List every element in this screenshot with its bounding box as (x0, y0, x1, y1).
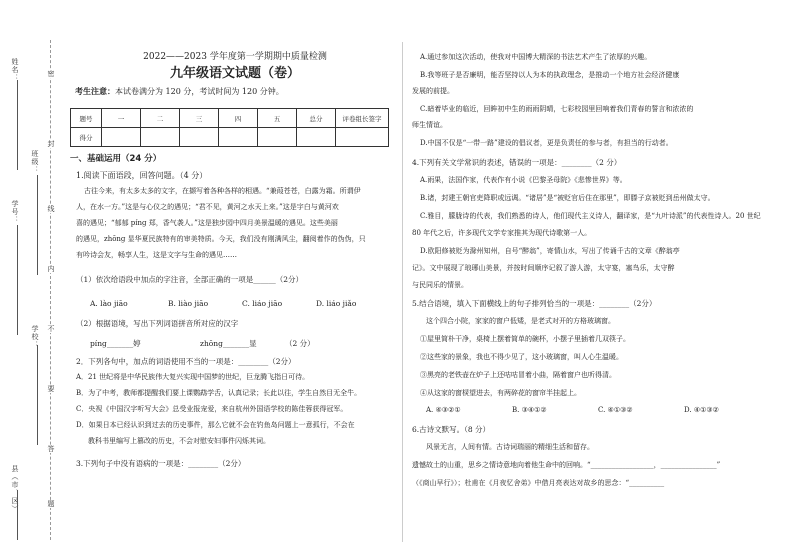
question-1-intro: 1.阅读下面语段，回答问题。（4 分） (76, 171, 208, 180)
option-b[interactable]: B. liào jiāo (168, 299, 209, 308)
school-field[interactable] (37, 345, 38, 445)
question-2-stem: 2．下列各句中，加点的词语使用不当的一项是：________（2分） (76, 357, 296, 366)
option-b-continued: 发展的前提。 (412, 87, 454, 95)
question-4-stem: 4.下列有关文学常识的表述，错误的一项是：________（2 分） (412, 158, 622, 167)
section-heading: 一、基础运用（24 分） (70, 154, 162, 164)
class-field[interactable] (37, 175, 38, 275)
option-d-continued: 教科书里编写上篡改的历史，不会对慰安妇事件闪烁其词。 (88, 437, 270, 445)
option-a[interactable]: A.通过参加这次活动，使我对中国博大精深的书法艺术产生了浓厚的兴趣。 (420, 53, 652, 61)
passage-line: 喜的遇见；“郁郁 pínɡ 郑，香气袭人。”这是独步园中四月美景温暖的遇见。这些美丽 (76, 219, 338, 227)
score-input-cell[interactable] (297, 128, 336, 147)
seal-mark: 答 (47, 445, 55, 453)
option-d[interactable]: D．如果日本已经认识到过去的历史事件，那么它就不会在钓鱼岛问题上一意孤行，不会在 (76, 421, 355, 429)
seal-mark: 线 (47, 205, 55, 213)
option-d[interactable]: D.欧阳修被贬为滁州知州，自号“醉翁”，寄情山水，写出了传诵千古的文章《醉翁亭 (420, 247, 680, 255)
option-d[interactable]: D. liáo jiǎo (316, 299, 357, 308)
option-c-continued: 师生情谊。 (412, 121, 447, 129)
seal-mark: 封 (47, 140, 55, 148)
seal-mark: 不 (47, 325, 55, 333)
seal-mark: 题 (47, 500, 55, 508)
seal-mark: 要 (47, 385, 55, 393)
passage-line: 的遇见，zhōnɡ 显华夏民族特有的审美特质。今天，我们没有刚满风尘，翻阅着作的伪伪，只 (76, 235, 366, 243)
option-a[interactable]: A．21 世纪将是中华民族伟大复兴实现中国梦的世纪，巨龙腾飞指日可待。 (76, 373, 310, 381)
table-cell: 得分 (71, 128, 102, 147)
table-row (71, 109, 389, 128)
question-5-lead: 这个四合小院，家家的窗户低矮，是老式对开的方格玻璃窗。 (426, 317, 615, 325)
table-cell: 四 (219, 109, 258, 128)
question-3-stem: 3.下列句子中没有语病的一项是：________（2分） (76, 459, 246, 468)
score-input-cell[interactable] (219, 128, 258, 147)
blank-2[interactable]: zhōnɡ_______显 (200, 339, 257, 348)
option-d[interactable]: D. ④①③② (684, 406, 719, 414)
score-input-cell[interactable] (141, 128, 180, 147)
table-cell: 评卷组长签字 (336, 109, 389, 128)
passage-line: 人，在水一方。”这是与心仪之的遇见；“君不见，黄河之水天上来。”这是宇白与黄河欢 (76, 203, 339, 211)
option-c[interactable]: C.雅目，朦胧诗的代表，我们熟悉的诗人，他们现代主义诗人，翻译家，是“九叶诗派”的代表性诗人。20 世纪 (420, 212, 761, 220)
option-c[interactable]: C. ④①③② (598, 406, 633, 414)
table-cell: 三 (180, 109, 219, 128)
points-note: （2 分） (285, 339, 315, 348)
blank-1[interactable]: pínɡ_______婷 (90, 339, 141, 348)
table-cell: 五 (258, 109, 297, 128)
exam-number-field[interactable] (17, 225, 18, 335)
option-a[interactable]: A.雨果，法国作家，代表作有小说《巴黎圣母院》《悲惨世界》等。 (420, 176, 627, 184)
table-cell: 题号 (71, 109, 102, 128)
exam-number-label: 学号： (11, 200, 19, 224)
county-field[interactable] (17, 490, 18, 540)
option-a[interactable]: A. ④③②① (426, 406, 461, 414)
seal-mark: 密 (47, 70, 55, 78)
passage-line: 古往今来，有太多太多的文字，在撷写着各种各样的相遇。“兼葭苍苍，白露为霜。所谓伊 (84, 187, 361, 195)
option-d-continued: 与民同乐的情景。 (412, 281, 468, 289)
score-input-cell[interactable] (102, 128, 141, 147)
paper-title: 九年级语文试题（卷） (169, 66, 300, 81)
option-b[interactable]: B. ③④①② (512, 406, 547, 414)
option-c[interactable]: C. liáo jiāo (242, 299, 283, 308)
option-d-continued: 记》。文中展现了琅琊山美景，并按时间顺序记叙了游人游，太守宴，塞鸟乐，太守醉 (412, 264, 675, 272)
score-input-cell[interactable] (336, 128, 389, 147)
question-1-sub2: （2）根据语境，写出下列词语拼音所对应的汉字 (76, 319, 239, 328)
table-cell: 二 (141, 109, 180, 128)
sentence-item: ③黑亮的老铁壶在炉子上还咕咕冒着小曲，隔着窗户也听得清。 (420, 371, 616, 379)
option-c-continued: 80 年代之后，许多现代文学专家推其为现代诗歌第一人。 (412, 229, 592, 237)
table-cell: 总分 (297, 109, 336, 128)
option-a[interactable]: A. lào jiāo (90, 299, 128, 308)
notice-text: 本试卷满分为 120 分，考试时间为 120 分钟。 (115, 87, 284, 96)
column-divider (402, 42, 403, 542)
score-input-cell[interactable] (180, 128, 219, 147)
question-6-text[interactable]: 遗憾故土的山重，思乡之情诗意地向着他生命中的回响。“__________________，________________” (412, 461, 721, 469)
option-c[interactable]: C.暗着毕业的临近，回眸初中生的雨雨阴晴，七彩校园里回响着我们青春的誓言和浓浓的 (420, 105, 694, 113)
exam-title: 2022——2023 学年度第一学期期中质量检测 (143, 52, 327, 62)
name-label: 姓名： (11, 58, 19, 82)
question-1-sub1: （1）依次给语段中加点的字注音，全部正确的一项是______（2分） (76, 275, 304, 284)
option-b[interactable]: B．为了中考，教师都提醒我们要上课鹦鹉学舌，认真记录；长此以往，学生自然目无全牛。 (76, 389, 362, 397)
seal-line (50, 40, 51, 540)
notice-label: 考生注意： (75, 86, 115, 96)
class-label: 班级： (31, 150, 39, 174)
score-input-cell[interactable] (258, 128, 297, 147)
score-table (70, 108, 389, 147)
seal-mark: 内 (47, 265, 55, 273)
table-row (71, 128, 389, 147)
name-field[interactable] (17, 80, 18, 170)
option-d[interactable]: D.中国不仅是“一带一路”建设的倡议者，更是负责任的参与者，有担当的行动者。 (420, 139, 673, 147)
question-5-stem: 5.结合语境，填入下面横线上的句子排列恰当的一项是：________（2分） (412, 299, 657, 308)
passage-line: 有吟诗会友，畅享人生，这是文字与生命的遇见…… (76, 251, 237, 259)
question-6-text: 风景无言，人间有情。古诗词瑞丽的精细生活和留存。 (426, 443, 594, 451)
option-b[interactable]: B.我等班子是否廉明，能否坚持以人为本的执政理念，是推动一个地方社会经济健康 (420, 71, 680, 79)
exam-notice (75, 86, 284, 97)
table-cell: 一 (102, 109, 141, 128)
question-6-text[interactable]: （《商山早行》）；杜甫在《月夜忆舍弟》中借月亮表达对故乡的思念：“__________ (412, 479, 665, 487)
option-b[interactable]: B.诸，封建王朝官吏降职或远调。“诸居”是“被贬官后住在那里”，即滕子京被贬到岳州做太守。 (420, 194, 715, 202)
question-6-stem: 6.古诗文默写。（8 分） (412, 425, 491, 434)
sentence-item: ②这些家的景象，我也不得少见了，这小玻璃窗，叫人心生温暖。 (420, 353, 623, 361)
school-label: 学校： (31, 325, 39, 349)
sentence-item: ①屋里简朴干净，桌椅上摆着简单的碗杯，小摆子里插着几双筷子。 (420, 335, 630, 343)
county-label: 县（市、区） (11, 465, 19, 513)
sentence-item: ④从这家的窗棂望进去，有两碎花的窗帘半挂起上。 (420, 389, 581, 397)
option-c[interactable]: C．央视《中国汉字听写大会》总受业报宠爱，来自杭州外国语学校的陈佳蓉获得冠军。 (76, 405, 348, 413)
